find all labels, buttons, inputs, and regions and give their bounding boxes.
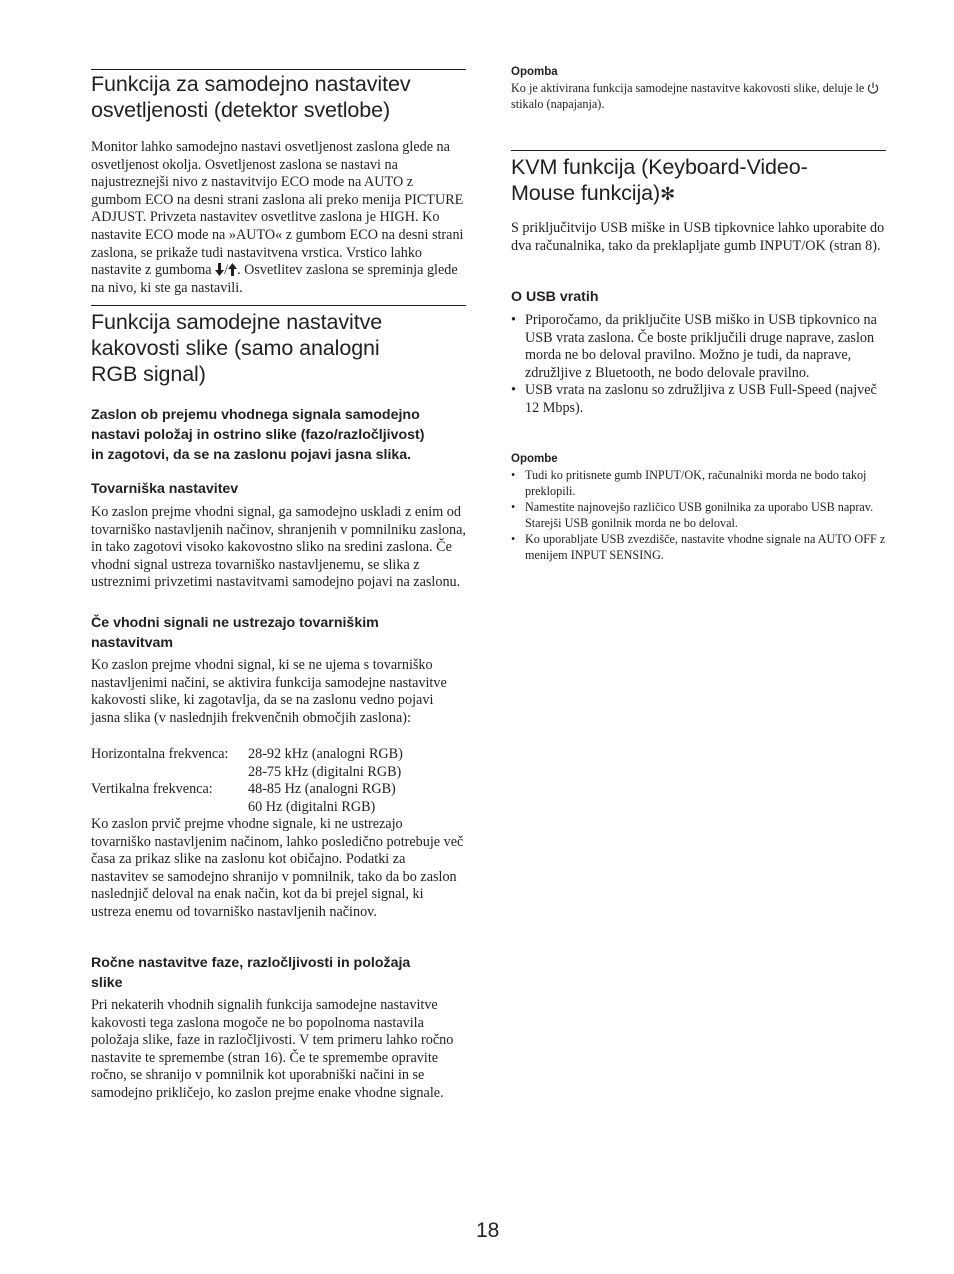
title-line: Funkcija za samodejno nastavitev	[91, 72, 411, 96]
list-item	[511, 531, 886, 563]
list-item	[511, 467, 886, 499]
arrow-separator: /	[224, 262, 229, 279]
list-item-text: Tudi ko pritisnete gumb INPUT/OK, računalniki morda ne bodo takoj preklopili.	[525, 468, 867, 498]
subheading-factory-setting: Tovarniška nastavitev	[91, 481, 239, 497]
notes-bullet-list	[511, 467, 886, 563]
bullet-icon: •	[511, 532, 516, 546]
factory-setting-body: Ko zaslon prejme vhodni signal, ga samodejno uskladi z enim od tovarniško nastavljenih načinov, shranjenih v pomnilniku zaslona, in tako zagotovi visoko kakovostno sliko na sredini zaslona. Če vhodni signal ustreza tovarniško nastavljenemu, se slika z ustreznimi privzetimi nastavitvami samodejno pojavi na zaslonu.	[91, 504, 466, 591]
light-sensor-body	[91, 139, 466, 297]
note-text: stikalo (napajanja).	[511, 97, 605, 111]
bullet-icon: •	[511, 468, 516, 482]
body-text: Monitor lahko samodejno nastavi osvetljenost zaslona glede na osvetljenost okolja. Osvetljenost zaslona se nastavi na najustreznejši nivo z nastavitvijo ECO mode na AUTO z gumbom ECO na desni strani zaslona ali preko menija PICTURE ADJUST. Privzeta nastavitev osvetlitve zaslona je HIGH. Ko nastavite ECO mode na »AUTO« z gumbom ECO na desni strani zaslona, se prikaže tudi nastavitvena vrstica. Vrstico lahko nastavite z gumboma	[91, 139, 464, 279]
section-title-kvm	[511, 154, 891, 207]
section-title-light-sensor	[91, 71, 471, 123]
notes-heading: Opombe	[511, 453, 558, 465]
note-text: Ko je aktivirana funkcija samodejne nastavitve kakovosti slike, deluje le	[511, 81, 865, 95]
bullet-icon: •	[511, 312, 516, 328]
title-line: Mouse funkcija)	[511, 181, 661, 205]
note-body	[511, 80, 886, 112]
lead-line: Zaslon ob prejemu vhodnega signala samodejno	[91, 407, 420, 423]
horizontal-frequency-digital: 28-75 kHz (digitalni RGB)	[248, 763, 402, 780]
title-line: KVM funkcija (Keyboard-Video-	[511, 155, 808, 179]
bullet-icon: •	[511, 500, 516, 514]
list-item-text: Priporočamo, da priključite USB miško in USB tipkovnico na USB vrata zaslona. Če boste priključili druge naprave, zaslon morda ne bo deloval pravilno. Možno je tudi, da naprave, združljive z Bluetooth, ne bodo delovale pravilno.	[525, 312, 877, 381]
arrow-up-icon	[228, 263, 237, 276]
arrow-down-icon	[215, 263, 224, 276]
manual-adjust-body: Pri nekaterih vhodnih signalih funkcija samodejne nastavitve kakovosti tega zaslona mogoče ne bo popolnoma nastavila položaja slike, faze in razločljivosti. V tem primeru lahko ročno nastavite te spremembe (stran 16). Če te spremembe opravite ročno, se shranijo v pomnilnik kot uporabniški načini in se samodejno prikličejo, ko zaslon prejme enake vhodne signale.	[91, 997, 454, 1101]
section-divider	[511, 150, 886, 151]
nonmatching-signals-body: Ko zaslon prejme vhodni signal, ki se ne ujema s tovarniško nastavljenimi načini, se aktivira funkcija samodejne nastavitve kakovosti slike, ki zagotavlja, da se na zaslonu vedno pojavi jasna slika (v naslednjih frekvenčnih območjih zaslona):	[91, 657, 447, 726]
list-item-text: Ko uporabljate USB zvezdišče, nastavite vhodne signale na AUTO OFF z menijem INPUT SENSING.	[525, 532, 886, 562]
title-line: osvetljenosti (detektor svetlobe)	[91, 98, 391, 122]
horizontal-frequency-label: Horizontalna frekvenca:	[91, 746, 229, 762]
bullet-icon: •	[511, 382, 516, 399]
list-item	[511, 312, 886, 382]
horizontal-frequency-analog: 28-92 kHz (analogni RGB)	[248, 746, 403, 762]
lead-line: nastavi položaj in ostrino slike (fazo/razločljivost)	[91, 427, 425, 443]
note-heading: Opomba	[511, 66, 558, 78]
body-text: . Osvetlitev zaslona se spreminja glede na nivo, ki ste ga nastavili.	[91, 262, 458, 296]
frequency-table	[91, 746, 466, 818]
section-divider	[91, 305, 466, 306]
list-item-text: Namestite najnovejšo različico USB gonilnika za uporabo USB naprav. Starejši USB gonilnik morda ne bo deloval.	[525, 500, 874, 530]
list-item	[511, 382, 886, 417]
usb-bullet-list	[511, 312, 886, 418]
vertical-frequency-label: Vertikalna frekvenca:	[91, 781, 213, 798]
list-item	[511, 499, 886, 531]
title-line: RGB signal)	[91, 362, 206, 386]
subheading-nonmatching-signals	[91, 614, 466, 653]
lead-line: in zagotovi, da se na zaslonu pojavi jasna slika.	[91, 447, 412, 463]
vertical-frequency-digital: 60 Hz (digitalni RGB)	[248, 798, 376, 815]
section-title-auto-adjust	[91, 309, 471, 387]
subheading-line: nastavitvam	[91, 634, 174, 651]
subheading-line: Če vhodni signali ne ustrezajo tovarniškim	[91, 615, 379, 631]
page-number: 18	[476, 1219, 500, 1242]
list-item-text: USB vrata na zaslonu so združljiva z USB Full-Speed (največ 12 Mbps).	[525, 382, 877, 416]
kvm-body: S priključitvijo USB miške in USB tipkovnice lahko uporabite do dva računalnika, tako da preklapljate gumb INPUT/OK (stran 8).	[511, 220, 885, 254]
asterisk-mark: ✻	[660, 184, 676, 204]
subheading-line: slike	[91, 974, 123, 991]
power-icon	[867, 82, 879, 94]
subheading-manual-adjust	[91, 954, 466, 993]
nonmatching-signals-body-2: Ko zaslon prvič prejme vhodne signale, ki ne ustrezajo tovarniško nastavljenim načinom, lahko posledično potrebuje več časa za prikaz slike na zaslonu kot običajno. Podatki za nastavitev se samodejno shranijo v pomnilnik, tako da bo zaslon naslednjič deloval na enak način, kot da bi prejel signal, ki ustreza enemu od tovarniško nastavljenih načinov.	[91, 816, 464, 920]
title-line: kakovosti slike (samo analogni	[91, 336, 380, 360]
section-lead	[91, 405, 471, 465]
subheading-line: Ročne nastavitve faze, razločljivosti in položaja	[91, 955, 411, 971]
section-divider	[91, 69, 466, 70]
vertical-frequency-analog: 48-85 Hz (analogni RGB)	[248, 781, 396, 798]
subheading-usb-ports: O USB vratih	[511, 289, 599, 305]
title-line: Funkcija samodejne nastavitve	[91, 310, 383, 334]
